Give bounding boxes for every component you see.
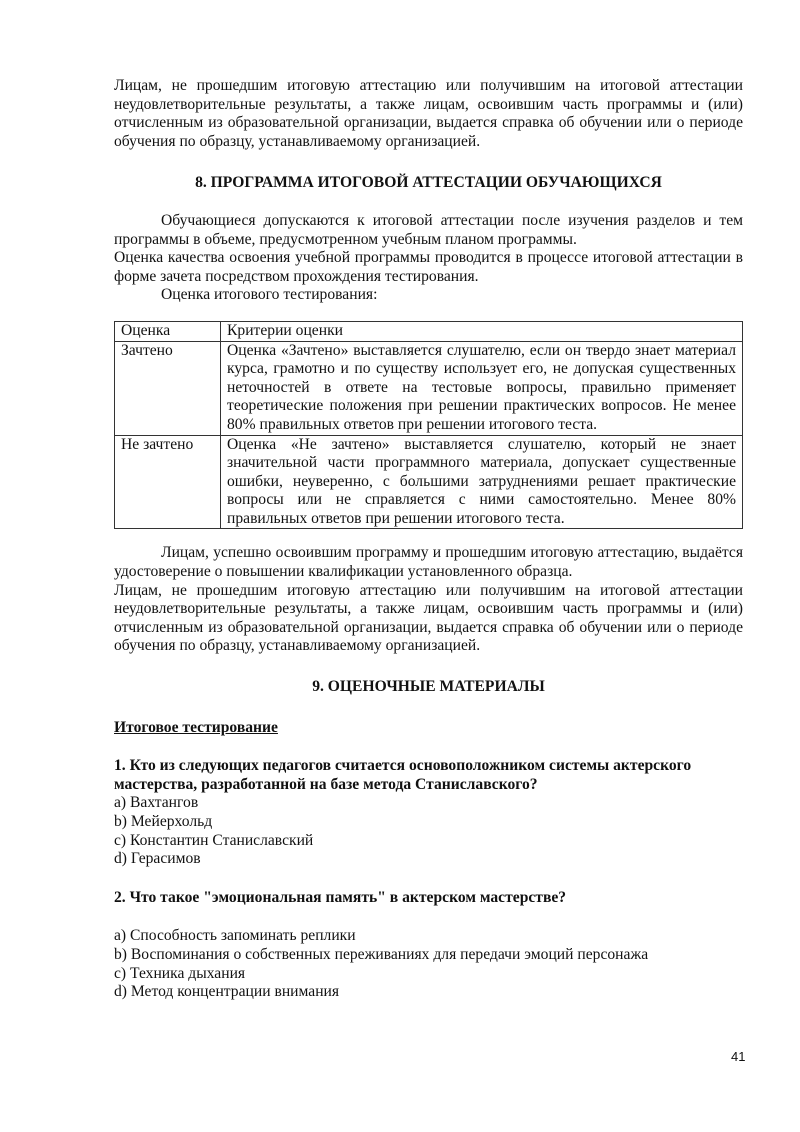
answer-option: c) Техника дыхания <box>114 964 246 982</box>
table-cell-grade: Зачтено <box>115 341 221 435</box>
answer-option: b) Мейерхольд <box>114 813 213 830</box>
answer-option: d) Герасимов <box>114 850 201 868</box>
table-row <box>115 341 743 435</box>
table-cell-criteria: Оценка «Зачтено» выставляется слушателю, если он твердо знает материал курса, грамотно и по существу использует его, не допуская существенных неточностей в ответе на тестовые вопросы, правильно применяет теоретические положения при решении практических вопросов. Не менее 80% правильных ответов при решении итогового теста. <box>221 341 743 435</box>
question-block <box>114 757 743 869</box>
page-content <box>114 77 743 1002</box>
table-header-grade: Оценка <box>115 321 221 341</box>
table-cell-grade: Не зачтено <box>115 435 221 529</box>
answer-option: a) Способность запоминать реплики <box>114 927 356 945</box>
table-row <box>115 435 743 529</box>
section-9-heading: 9. ОЦЕНОЧНЫЕ МАТЕРИАЛЫ <box>312 678 545 696</box>
answer-option: c) Константин Станиславский <box>114 831 314 849</box>
paragraph-test-grading: Оценка итогового тестирования: <box>161 286 378 304</box>
question-text: 1. Кто из следующих педагогов считается основоположником системы актерского мастерства, разработанной на базе метода Станиславского? <box>114 757 692 793</box>
table-header-row <box>115 321 743 341</box>
question-block <box>114 889 743 1002</box>
table-header-criteria: Критерии оценки <box>221 321 743 341</box>
grading-table <box>114 321 743 530</box>
paragraph-not-passed: Лицам, не прошедшим итоговую аттестацию или получившим на итоговой аттестации неудовлетворительные результаты, а также лицам, освоившим часть программы и (или) отчисленным из образовательной организации, выдается справка об обучении или о периоде обучения по образцу, устанавливаемому организацией. <box>114 581 743 655</box>
answer-option: a) Вахтангов <box>114 794 199 812</box>
paragraph-certificate: Лицам, успешно освоившим программу и прошедшим итоговую аттестацию, выдаётся удостоверение о повышении квалификации установленного образца. <box>114 544 743 581</box>
final-test-subheading: Итоговое тестирование <box>114 718 278 736</box>
paragraph-admission: Обучающиеся допускаются к итоговой аттестации после изучения разделов и тем программы в объеме, предусмотренном учебным планом программы. <box>114 211 743 248</box>
paragraph-quality: Оценка качества освоения учебной программы проводится в процессе итоговой аттестации в форме зачета посредством прохождения тестирования. <box>114 249 743 285</box>
page-number: 41 <box>731 1049 746 1064</box>
answer-option: b) Воспоминания о собственных переживаниях для передачи эмоций персонажа <box>114 945 649 963</box>
section-8-heading: 8. ПРОГРАММА ИТОГОВОЙ АТТЕСТАЦИИ ОБУЧАЮЩИХСЯ <box>195 174 662 192</box>
table-cell-criteria: Оценка «Не зачтено» выставляется слушателю, который не знает значительной части программного материала, допускает существенные ошибки, неуверенно, с большими затруднениями решает практические вопросы или не справляется с ними самостоятельно. Менее 80% правильных ответов при решении итогового теста. <box>221 435 743 529</box>
question-text: 2. Что такое "эмоциональная память" в актерском мастерстве? <box>114 888 567 906</box>
answer-option: d) Метод концентрации внимания <box>114 983 340 1001</box>
paragraph-top: Лицам, не прошедшим итоговую аттестацию или получившим на итоговой аттестации неудовлетворительные результаты, а также лицам, освоившим часть программы и (или) отчисленным из образовательной организации, выдается справка об обучении или о периоде обучения по образцу, устанавливаемому организацией. <box>114 77 743 150</box>
